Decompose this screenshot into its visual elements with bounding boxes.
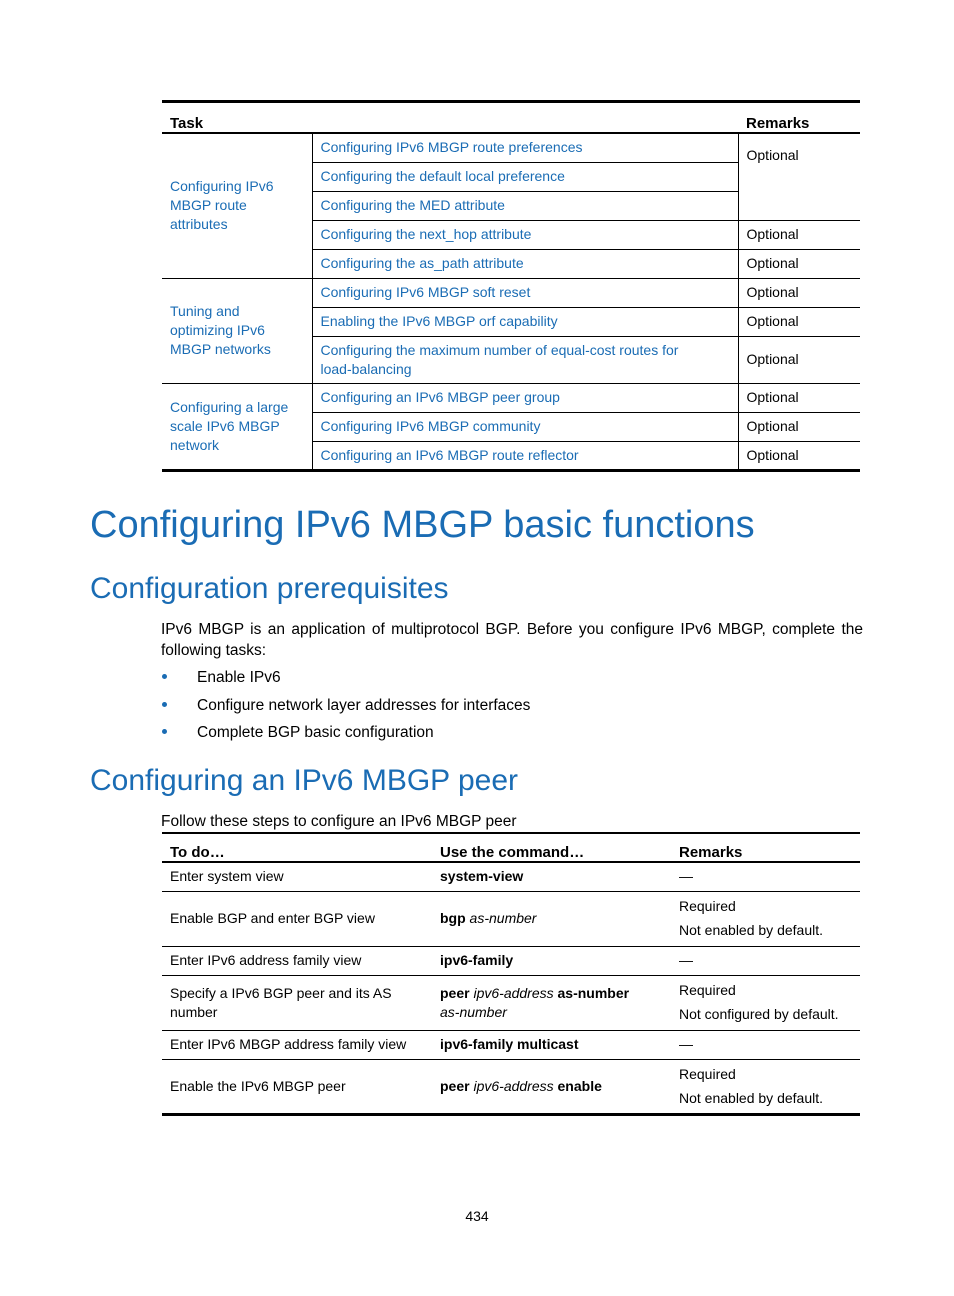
task-link[interactable]: Configuring the next_hop attribute (312, 220, 738, 249)
todo-cell: Enable the IPv6 MBGP peer (170, 1077, 346, 1094)
command-table-header (162, 833, 860, 862)
remarks-cell: Optional (738, 336, 860, 383)
list-item (161, 694, 530, 722)
command-argument: as-number (469, 910, 537, 926)
command-cell (432, 862, 671, 891)
command-cell (432, 975, 671, 1030)
peer-heading: Configuring an IPv6 MBGP peer (90, 764, 519, 797)
command-table (162, 832, 860, 1116)
prereq-intro: IPv6 MBGP is an application of multiprotocol BGP. Before you configure IPv6 MBGP, complete the following tasks: (161, 621, 863, 659)
remarks-line: Required (679, 982, 736, 998)
task-link[interactable]: Configuring the as_path attribute (312, 249, 738, 278)
remarks-cell (671, 1059, 860, 1114)
bullet-icon (162, 674, 167, 679)
remarks-line: Not configured by default. (679, 1006, 839, 1022)
command-cell (432, 1059, 671, 1114)
task-table-header (162, 102, 860, 134)
bullet-icon (162, 729, 167, 734)
table-row (162, 862, 860, 891)
task-link[interactable]: Configuring the maximum number of equal-cost routes for load-balancing (312, 336, 738, 383)
peer-intro: Follow these steps to configure an IPv6 MBGP peer (161, 813, 517, 830)
task-group-label[interactable]: Configuring a large scale IPv6 MBGP network (162, 383, 312, 470)
command-cell (432, 1030, 671, 1059)
remarks-cell: Optional (738, 133, 860, 220)
remarks-line: — (679, 952, 693, 968)
remarks-line: — (679, 1036, 693, 1052)
task-link[interactable]: Configuring the MED attribute (312, 191, 738, 220)
list-item (161, 721, 530, 749)
command-argument: ipv6-address (473, 1077, 554, 1094)
command-keyword: system-view (440, 868, 524, 885)
command-keyword: as-number (557, 984, 630, 1001)
remarks-cell: Optional (738, 383, 860, 412)
command-keyword: bgp (440, 910, 466, 926)
task-link[interactable]: Enabling the IPv6 MBGP orf capability (312, 307, 738, 336)
task-link[interactable]: Configuring an IPv6 MBGP route reflector (312, 441, 738, 470)
todo-cell: Enter IPv6 MBGP address family view (162, 1030, 432, 1059)
bullet-icon (162, 702, 167, 707)
remarks-cell (671, 862, 860, 891)
prereq-heading: Configuration prerequisites (90, 572, 449, 605)
list-item-text: Configure network layer addresses for interfaces (197, 696, 531, 714)
prereq-list (161, 666, 530, 749)
command-table-body (162, 862, 860, 1114)
table-row (162, 975, 860, 1030)
command-argument: as-number (440, 1003, 507, 1020)
remarks-cell (671, 975, 860, 1030)
remarks-cell (671, 1030, 860, 1059)
todo-cell: Enable BGP and enter BGP view (162, 891, 432, 946)
list-item-text: Enable IPv6 (197, 669, 281, 686)
command-keyword: ipv6-family (440, 952, 514, 968)
list-item-text: Complete BGP basic configuration (197, 724, 434, 741)
remarks-line: Required (679, 1065, 736, 1082)
table-row (162, 383, 860, 412)
remarks-header: Remarks (738, 102, 860, 134)
remarks-line: — (679, 868, 693, 885)
command-keyword: enable (557, 1077, 602, 1094)
todo-cell: Enter system view (162, 862, 432, 891)
remarks-line: Required (679, 898, 736, 914)
task-link[interactable]: Configuring the default local preference (312, 162, 738, 191)
task-link[interactable]: Configuring IPv6 MBGP soft reset (312, 278, 738, 307)
remarks-line: Not enabled by default. (679, 922, 823, 938)
list-item (161, 666, 530, 694)
command-keyword: peer (440, 984, 470, 1001)
remarks-cell (671, 891, 860, 946)
command-cell (432, 891, 671, 946)
remarks-cell: Optional (738, 249, 860, 278)
task-table (162, 100, 860, 472)
remarks-cell: Optional (738, 220, 860, 249)
remarks-cell: Optional (746, 446, 799, 463)
todo-cell: Specify a IPv6 BGP peer and its AS number (162, 975, 432, 1030)
remarks-cell: Optional (738, 278, 860, 307)
task-link[interactable]: Configuring IPv6 MBGP route preferences (312, 133, 738, 162)
table-row (162, 1030, 860, 1059)
section-title: Configuring IPv6 MBGP basic functions (90, 504, 755, 546)
task-header: Task (162, 102, 738, 134)
todo-cell: Enter IPv6 address family view (162, 946, 432, 975)
command-cell (432, 946, 671, 975)
command-header: Use the command… (432, 833, 671, 862)
task-group-label[interactable]: Tuning and optimizing IPv6 MBGP networks (162, 278, 312, 383)
table-row (162, 891, 860, 946)
todo-header: To do… (162, 833, 432, 862)
page-number: 434 (465, 1208, 489, 1224)
task-link[interactable]: Configuring IPv6 MBGP community (312, 412, 738, 441)
remarks-cell: Optional (738, 412, 860, 441)
table-row (162, 946, 860, 975)
remarks-cell: Optional (738, 307, 860, 336)
remarks-cell (671, 946, 860, 975)
command-argument: ipv6-address (473, 984, 554, 1001)
table-row (162, 133, 860, 162)
remarks-line: Not enabled by default. (679, 1089, 823, 1106)
task-group-label[interactable]: Configuring IPv6 MBGP route attributes (162, 133, 312, 278)
table-row (162, 1059, 860, 1114)
remarks-header: Remarks (671, 833, 860, 862)
task-link[interactable]: Configuring an IPv6 MBGP peer group (312, 383, 738, 412)
table-row (162, 278, 860, 307)
command-keyword: peer (440, 1077, 470, 1094)
command-keyword: ipv6-family multicast (440, 1036, 579, 1052)
